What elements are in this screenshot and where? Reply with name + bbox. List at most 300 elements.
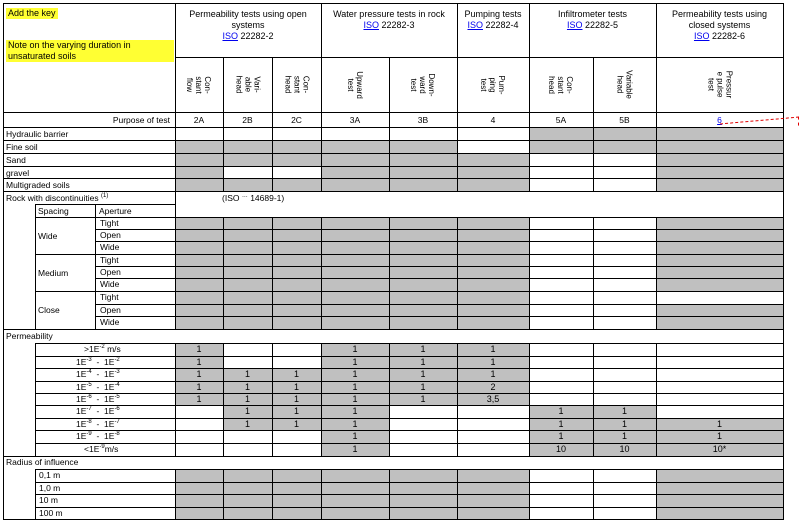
test-group-header xyxy=(323,9,455,31)
rock-discontinuities-label xyxy=(6,193,108,203)
purpose-code: 5A xyxy=(555,115,567,125)
shaded-cell xyxy=(273,483,321,494)
grid-line xyxy=(3,166,784,167)
applicability-value: 1 xyxy=(558,406,564,416)
applicability-value: 1 xyxy=(621,406,627,416)
grid-line xyxy=(95,241,784,242)
shaded-cell xyxy=(176,218,223,229)
permeability-range xyxy=(40,444,194,454)
shaded-cell xyxy=(322,141,389,153)
applicability-value: 1 xyxy=(244,382,250,392)
range-separator: - xyxy=(91,382,105,392)
range-upper-exponent: -4 xyxy=(114,382,120,389)
grid-line xyxy=(175,469,176,519)
shaded-cell xyxy=(176,230,223,241)
grid-line xyxy=(3,153,784,154)
applicability-value: 1 xyxy=(621,419,627,429)
iso-reference xyxy=(459,20,527,31)
iso-code: 22282-3 xyxy=(378,20,415,30)
shaded-cell xyxy=(322,179,389,191)
shaded-cell xyxy=(224,305,272,316)
grid-line xyxy=(3,329,784,330)
shaded-cell xyxy=(176,267,223,278)
applicability-value: 1 xyxy=(352,419,358,429)
grid-line xyxy=(272,57,273,112)
range-unit: m/s xyxy=(104,344,121,354)
rock-iso-prefix: (ISO xyxy=(222,193,242,203)
grid-line xyxy=(95,304,784,305)
aperture-label: Wide xyxy=(100,279,120,289)
shaded-cell xyxy=(224,292,272,304)
range-lower: 1E xyxy=(76,431,87,441)
iso-link[interactable]: ISO xyxy=(693,31,710,41)
permeability-range xyxy=(40,406,186,416)
purpose-code: 3A xyxy=(349,115,361,125)
grid-line xyxy=(457,217,458,329)
shaded-cell xyxy=(458,508,529,519)
aperture-label: Wide xyxy=(100,242,120,252)
note-varying-duration: Note on the varying duration in unsaturated soils xyxy=(6,40,174,62)
shaded-cell xyxy=(273,508,321,519)
range-upper: 1E xyxy=(104,382,115,392)
applicability-value: 1 xyxy=(352,444,358,454)
shaded-cell xyxy=(390,495,457,507)
test-group-header xyxy=(658,9,781,42)
iso-reference xyxy=(658,31,781,42)
range-separator: - xyxy=(91,394,105,404)
radius-label: 0,1 m xyxy=(39,470,61,480)
shaded-cell xyxy=(176,141,223,153)
purpose-code: 3B xyxy=(417,115,429,125)
permeability-title: Permeability xyxy=(6,331,53,341)
shaded-cell xyxy=(390,218,457,229)
applicability-value: 1 xyxy=(352,357,358,367)
shaded-cell xyxy=(176,154,223,166)
range-upper-exponent: -5 xyxy=(114,394,120,401)
test-group-title: Infiltrometer tests xyxy=(557,9,628,19)
applicability-value: 1 xyxy=(420,369,426,379)
shaded-cell xyxy=(390,230,457,241)
applicability-value: 10 xyxy=(555,444,566,454)
soil-type-label: Multigraded soils xyxy=(6,180,70,190)
aperture-label: Tight xyxy=(100,292,119,302)
test-group-title: Pumping tests xyxy=(464,9,522,19)
shaded-cell xyxy=(390,179,457,191)
test-method-header: Variable head xyxy=(615,70,634,99)
test-group-header xyxy=(531,9,654,31)
shaded-cell xyxy=(176,495,223,507)
range-upper: 1E xyxy=(104,419,115,429)
grid-line xyxy=(389,469,390,519)
table-border-right xyxy=(783,3,784,520)
table-border-top xyxy=(3,3,784,4)
applicability-value: 10* xyxy=(712,444,727,454)
range-lower-exponent: -5 xyxy=(86,382,92,389)
applicability-value: 3,5 xyxy=(486,394,500,404)
test-method-header: Con- stant flow xyxy=(185,75,213,94)
shaded-cell xyxy=(657,470,783,482)
rock-iso-marker: … xyxy=(241,193,248,200)
shaded-cell xyxy=(390,242,457,254)
range-upper-exponent: -2 xyxy=(114,357,120,364)
applicability-value: 1 xyxy=(716,431,722,441)
permeability-range xyxy=(40,382,186,392)
shaded-cell xyxy=(458,292,529,304)
shaded-cell xyxy=(322,230,389,241)
grid-line xyxy=(35,204,175,205)
range-upper: 1E xyxy=(104,431,115,441)
aperture-label: Tight xyxy=(100,255,119,265)
shaded-cell xyxy=(594,141,656,153)
shaded-cell xyxy=(657,279,783,291)
applicability-value: 1 xyxy=(420,357,426,367)
grid-line xyxy=(389,217,390,329)
permeability-range xyxy=(40,357,186,367)
aperture-label: Open xyxy=(100,230,121,240)
purpose-code: 4 xyxy=(490,115,496,125)
iso-code: 22282-2 xyxy=(237,31,274,41)
grid-line xyxy=(223,469,224,519)
applicability-value: 1 xyxy=(420,382,426,392)
grid-line xyxy=(3,191,784,192)
shaded-cell xyxy=(390,255,457,266)
spacing-header: Spacing xyxy=(38,206,69,216)
range-lower-exponent: -4 xyxy=(86,369,92,376)
range-lower-exponent: -7 xyxy=(86,406,92,413)
soil-type-label: gravel xyxy=(6,168,30,178)
grid-line xyxy=(35,482,784,483)
applicability-value: 1 xyxy=(196,369,202,379)
shaded-cell xyxy=(224,267,272,278)
shaded-cell xyxy=(224,218,272,229)
shaded-cell xyxy=(458,267,529,278)
shaded-cell xyxy=(657,141,783,153)
grid-line xyxy=(593,217,594,329)
shaded-cell xyxy=(224,279,272,291)
applicability-value: 1 xyxy=(352,431,358,441)
iso-code: 22282-6 xyxy=(709,31,746,41)
range-upper: 1E xyxy=(104,394,115,404)
table-border-bottom xyxy=(3,519,784,520)
shaded-cell xyxy=(458,495,529,507)
shaded-cell xyxy=(458,470,529,482)
grid-line xyxy=(3,127,784,128)
range-separator: - xyxy=(91,419,105,429)
footnote-marker: (1) xyxy=(100,193,109,200)
shaded-cell xyxy=(390,508,457,519)
iso-link[interactable]: ISO xyxy=(363,20,379,30)
range-lower: 1E xyxy=(76,394,87,404)
grid-line xyxy=(223,57,224,112)
range-separator: - xyxy=(91,431,105,441)
grid-line xyxy=(321,57,322,112)
applicability-value: 1 xyxy=(352,344,358,354)
shaded-cell xyxy=(224,154,272,166)
shaded-cell xyxy=(657,167,783,178)
grid-line xyxy=(223,217,224,329)
shaded-cell xyxy=(273,267,321,278)
shaded-cell xyxy=(322,317,389,329)
shaded-cell xyxy=(390,317,457,329)
applicability-value: 1 xyxy=(621,431,627,441)
range-lower: 1E xyxy=(76,369,87,379)
iso-reference xyxy=(323,20,455,31)
shaded-cell xyxy=(322,508,389,519)
grid-line xyxy=(321,217,322,329)
range-upper: 1E xyxy=(104,406,115,416)
grid-line xyxy=(272,469,273,519)
shaded-cell xyxy=(390,292,457,304)
iso-reference xyxy=(531,20,654,31)
range-lower: <1E xyxy=(84,444,100,454)
applicability-value: 1 xyxy=(244,419,250,429)
applicability-value: 1 xyxy=(196,357,202,367)
purpose-code: 2C xyxy=(291,115,302,125)
applicability-value: 1 xyxy=(196,344,202,354)
shaded-cell xyxy=(176,508,223,519)
applicability-value: 2 xyxy=(490,382,496,392)
shaded-cell xyxy=(657,154,783,166)
test-method-header: Vari- able head xyxy=(234,75,261,94)
range-lower: 1E xyxy=(76,357,87,367)
shaded-cell xyxy=(224,242,272,254)
test-group-title: Permeability tests using closed systems xyxy=(671,9,768,30)
grid-line xyxy=(529,57,530,112)
shaded-cell xyxy=(390,470,457,482)
purpose-code: 5B xyxy=(619,115,630,125)
grid-line xyxy=(35,494,784,495)
shaded-cell xyxy=(273,305,321,316)
rock-iso-reference xyxy=(222,193,284,203)
shaded-cell xyxy=(322,292,389,304)
shaded-cell xyxy=(176,292,223,304)
grid-line xyxy=(95,229,784,230)
test-group-header xyxy=(459,9,527,31)
soil-type-label: Hydraulic barrier xyxy=(6,129,69,139)
applicability-value: 1 xyxy=(420,344,426,354)
shaded-cell xyxy=(224,230,272,241)
grid-line xyxy=(656,57,657,112)
purpose-code: 2A xyxy=(193,115,205,125)
shaded-cell xyxy=(224,141,272,153)
shaded-cell xyxy=(322,483,389,494)
shaded-cell xyxy=(390,305,457,316)
aperture-label: Open xyxy=(100,305,121,315)
shaded-cell xyxy=(273,179,321,191)
applicability-value: 1 xyxy=(558,431,564,441)
shaded-cell xyxy=(458,483,529,494)
shaded-cell xyxy=(176,167,223,178)
shaded-cell xyxy=(176,279,223,291)
grid-line xyxy=(656,469,657,519)
range-upper-exponent: -8 xyxy=(114,431,120,438)
shaded-cell xyxy=(224,255,272,266)
shaded-cell xyxy=(458,279,529,291)
rock-label-text: Rock with discontinuities xyxy=(6,193,101,203)
applicability-value: 1 xyxy=(490,344,496,354)
test-group-title: Water pressure tests in rock xyxy=(333,9,445,19)
range-lower: 1E xyxy=(76,382,87,392)
shaded-cell xyxy=(176,470,223,482)
shaded-cell xyxy=(657,242,783,254)
range-lower-exponent: -3 xyxy=(86,357,92,364)
shaded-cell xyxy=(224,317,272,329)
grid-line xyxy=(656,217,657,329)
shaded-cell xyxy=(390,483,457,494)
grid-line xyxy=(35,469,784,470)
range-lower-exponent: -9 xyxy=(99,444,105,451)
test-method-header: Con- stant head xyxy=(283,75,310,94)
iso-link[interactable]: ISO xyxy=(566,20,583,30)
test-method-header: Pum- ping test xyxy=(479,74,507,95)
shaded-cell xyxy=(273,292,321,304)
grid-line xyxy=(3,140,784,141)
shaded-cell xyxy=(176,305,223,316)
range-lower: 1E xyxy=(76,419,87,429)
radius-label: 100 m xyxy=(39,508,63,518)
shaded-cell xyxy=(322,267,389,278)
range-upper-exponent: -7 xyxy=(114,419,120,426)
grid-line xyxy=(35,343,36,456)
range-upper-exponent: -6 xyxy=(114,406,120,413)
purpose-code[interactable]: 6 xyxy=(717,115,722,125)
applicability-value: 1 xyxy=(558,419,564,429)
shaded-cell xyxy=(224,179,272,191)
shaded-cell xyxy=(322,242,389,254)
shaded-cell xyxy=(657,267,783,278)
shaded-cell xyxy=(657,218,783,229)
shaded-cell xyxy=(530,141,593,153)
shaded-cell xyxy=(322,279,389,291)
applicability-value: 1 xyxy=(293,394,299,404)
range-separator: - xyxy=(91,406,105,416)
grid-line xyxy=(593,57,594,112)
applicability-value: 1 xyxy=(490,357,496,367)
shaded-cell xyxy=(224,495,272,507)
permeability-range xyxy=(40,369,186,379)
applicability-value: 10 xyxy=(619,444,630,454)
grid-line xyxy=(272,217,273,329)
shaded-cell xyxy=(273,495,321,507)
soil-type-label: Fine soil xyxy=(6,142,38,152)
purpose-label: Purpose of test xyxy=(112,115,170,125)
shaded-cell xyxy=(273,242,321,254)
shaded-cell xyxy=(224,470,272,482)
shaded-cell xyxy=(176,317,223,329)
iso-link[interactable]: ISO xyxy=(222,31,238,41)
shaded-cell xyxy=(322,167,389,178)
shaded-cell xyxy=(224,508,272,519)
shaded-cell xyxy=(273,470,321,482)
applicability-value: 1 xyxy=(420,394,426,404)
iso-link[interactable]: ISO xyxy=(467,20,483,30)
grid-line xyxy=(3,178,784,179)
table-border-left xyxy=(3,3,4,520)
permeability-range xyxy=(40,419,186,429)
shaded-cell xyxy=(273,279,321,291)
grid-line xyxy=(95,204,96,329)
rock-iso-number: 14689-1) xyxy=(247,193,285,203)
grid-line xyxy=(457,57,458,112)
test-group-header xyxy=(177,9,319,42)
range-separator: - xyxy=(91,369,105,379)
range-lower-exponent: -8 xyxy=(86,419,92,426)
range-upper-exponent: -3 xyxy=(114,369,120,376)
shaded-cell xyxy=(176,242,223,254)
shaded-cell xyxy=(273,218,321,229)
shaded-cell xyxy=(322,470,389,482)
aperture-header: Aperture xyxy=(99,206,132,216)
test-group-title: Permeability tests using open systems xyxy=(189,9,307,30)
shaded-cell xyxy=(176,483,223,494)
grid-line xyxy=(529,469,530,519)
grid-line xyxy=(35,469,36,519)
shaded-cell xyxy=(657,508,783,519)
applicability-value: 1 xyxy=(244,406,250,416)
shaded-cell xyxy=(273,317,321,329)
grid-line xyxy=(175,3,176,112)
shaded-cell xyxy=(390,267,457,278)
shaded-cell xyxy=(390,167,457,178)
shaded-cell xyxy=(322,255,389,266)
range-upper: 1E xyxy=(104,357,115,367)
range-lower-exponent: -6 xyxy=(86,394,92,401)
shaded-cell xyxy=(657,483,783,494)
shaded-cell xyxy=(273,141,321,153)
grid-line xyxy=(95,266,784,267)
test-method-header: Upward test xyxy=(346,70,364,99)
shaded-cell xyxy=(322,495,389,507)
range-lower-exponent: -9 xyxy=(86,431,92,438)
shaded-cell xyxy=(390,279,457,291)
shaded-cell xyxy=(176,179,223,191)
spacing-label: Medium xyxy=(38,267,69,278)
iso-code: 22282-4 xyxy=(482,20,519,30)
shaded-cell xyxy=(322,218,389,229)
grid-line xyxy=(35,204,36,329)
aperture-label: Tight xyxy=(100,218,119,228)
shaded-cell xyxy=(657,305,783,316)
shaded-cell xyxy=(657,179,783,191)
shaded-cell xyxy=(458,230,529,241)
radius-title: Radius of influence xyxy=(6,457,79,467)
grid-line xyxy=(529,217,530,329)
applicability-value: 1 xyxy=(293,369,299,379)
spacing-label: Close xyxy=(38,305,60,315)
applicability-value: 1 xyxy=(244,394,250,404)
applicability-value: 1 xyxy=(352,394,358,404)
iso-code: 22282-5 xyxy=(582,20,619,30)
grid-line xyxy=(95,278,784,279)
shaded-cell xyxy=(657,230,783,241)
shaded-cell xyxy=(458,317,529,329)
shaded-cell xyxy=(322,154,389,166)
grid-line xyxy=(321,469,322,519)
applicability-value: 1 xyxy=(490,369,496,379)
range-separator: - xyxy=(91,357,105,367)
shaded-cell xyxy=(458,242,529,254)
applicability-value: 1 xyxy=(716,419,722,429)
range-lower-exponent: -2 xyxy=(99,344,105,351)
grid-line xyxy=(389,57,390,112)
radius-label: 10 m xyxy=(39,495,58,505)
applicability-value: 1 xyxy=(293,382,299,392)
shaded-cell xyxy=(390,154,457,166)
shaded-cell xyxy=(176,255,223,266)
shaded-cell xyxy=(530,128,593,140)
grid-line xyxy=(95,316,784,317)
applicability-value: 1 xyxy=(352,369,358,379)
